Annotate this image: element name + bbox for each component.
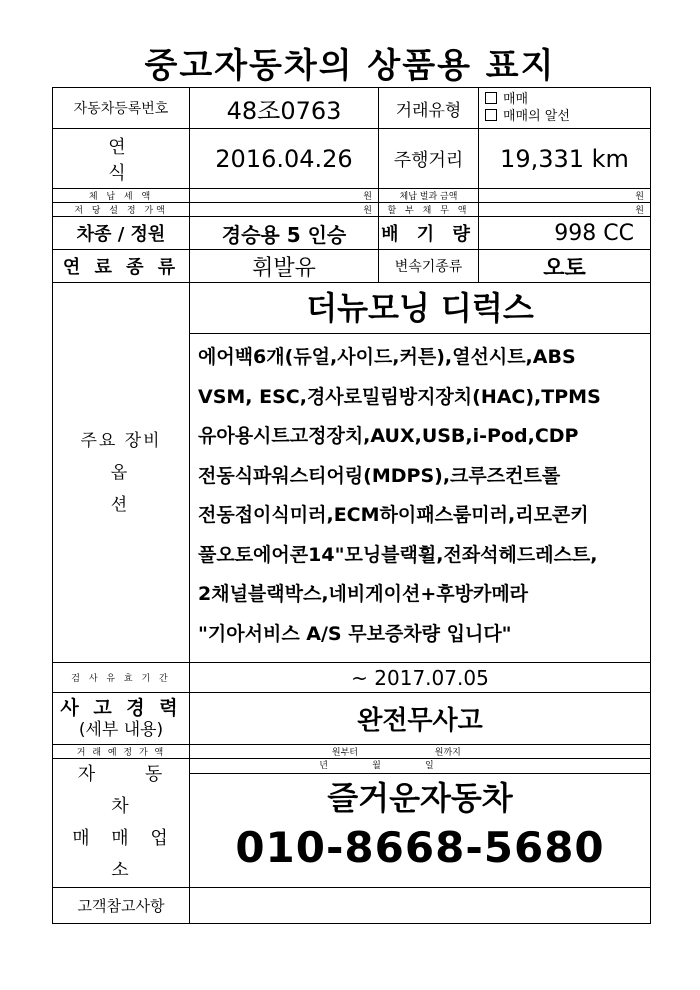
- dealer-label-line-2: 매 매 업 소: [72, 828, 176, 881]
- reg-no-label: 자동차등록번호: [53, 88, 190, 129]
- car-type-value: 경승용 5 인승: [190, 217, 379, 250]
- dealer-name: 즐거운자동차: [327, 779, 513, 817]
- planned-price-value: [190, 745, 651, 759]
- displacement-label: 배 기 량: [379, 217, 479, 250]
- installment-label: 할 부 채 무 액: [379, 203, 479, 217]
- installment-unit: 원: [479, 203, 651, 217]
- year-label: 연 식: [53, 129, 190, 189]
- option-line: 유아용시트고정장치,AUX,USB,i-Pod,CDP: [198, 425, 579, 447]
- dealer-label: [53, 759, 190, 888]
- options-label-line-1: 주요 장비: [80, 430, 162, 451]
- fuel-value: 휘발유: [190, 250, 379, 283]
- notes-label: 고객참고사항: [53, 888, 190, 924]
- price-to: 원까지: [434, 748, 461, 758]
- mileage-value: 19,331 km: [479, 129, 651, 189]
- date-row: [190, 759, 650, 774]
- fine-arrears-unit: 원: [479, 189, 651, 203]
- option-line: 풀오토에어콘14"모닝블랙휠,전좌석헤드레스트,: [198, 543, 598, 566]
- option-line: 2채널블랙박스,네비게이션+후방카메라: [198, 583, 529, 605]
- notes-value: [190, 888, 651, 924]
- accident-value: 완전무사고: [190, 693, 651, 745]
- dealer-label-line-1: 자 동 차: [77, 764, 185, 817]
- planned-price-label: 거 래 예 정 가 액: [53, 745, 190, 759]
- accident-label: [53, 693, 190, 745]
- trade-type-label: 거래유형: [379, 88, 479, 129]
- trade-option-brokerage[interactable]: 매매의 알선: [479, 108, 650, 125]
- year-value: 2016.04.26: [190, 129, 379, 189]
- options-content: [190, 283, 651, 663]
- trade-type-options: [479, 88, 651, 129]
- vehicle-info-table: [52, 87, 651, 924]
- checkbox-brokerage[interactable]: [485, 109, 497, 121]
- date-day: 일: [425, 761, 434, 771]
- page-title: 중고자동차의 상품용 표지: [144, 46, 556, 86]
- date-month: 월: [372, 761, 381, 771]
- displacement-value: 998 CC: [479, 217, 651, 250]
- inspection-value: ~ 2017.07.05: [190, 663, 651, 693]
- transmission-label: 변속기종류: [379, 250, 479, 283]
- date-year: 년: [319, 761, 328, 771]
- fuel-label: 연 료 종 류: [53, 250, 190, 283]
- inspection-label: 검 사 유 효 기 간: [53, 663, 190, 693]
- options-label-line-2: 옵 션: [110, 462, 158, 515]
- reg-no-value: 48조0763: [190, 88, 379, 129]
- dealer-content: [190, 759, 651, 888]
- tax-arrears-unit: 원: [190, 189, 379, 203]
- option-line: 에어백6개(듀얼,사이드,커튼),열선시트,ABS: [198, 346, 576, 368]
- accident-label-line-1: 사 고 경 력: [60, 696, 182, 719]
- option-line: 전동접이식미러,ECM하이패스룸미러,리모콘키: [198, 504, 589, 526]
- transmission-value: 오토: [479, 250, 651, 283]
- model-name: 더뉴모닝 디럭스: [190, 283, 650, 334]
- option-line: VSM, ESC,경사로밀림방지장치(HAC),TPMS: [198, 385, 601, 408]
- tax-arrears-label: 체 납 세 액: [53, 189, 190, 203]
- option-line: "기아서비스 A/S 무보증차량 입니다": [198, 622, 512, 645]
- trade-option-sale[interactable]: 매매: [479, 91, 650, 108]
- mortgage-label: 저 당 설 정 가액: [53, 203, 190, 217]
- checkbox-sale[interactable]: [485, 92, 497, 104]
- fine-arrears-label: 체납 벌과 금액: [379, 189, 479, 203]
- price-from: 원부터: [331, 748, 358, 758]
- car-type-label: 차종 / 정원: [53, 217, 190, 250]
- mileage-label: 주행거리: [379, 129, 479, 189]
- option-line: 전동식파워스티어링(MDPS),크루즈컨트롤: [198, 464, 561, 487]
- options-label: [53, 283, 190, 663]
- dealer-phone[interactable]: 010-8668-5680: [235, 823, 605, 872]
- mortgage-unit: 원: [190, 203, 379, 217]
- accident-label-line-2: (세부 내용): [78, 719, 164, 740]
